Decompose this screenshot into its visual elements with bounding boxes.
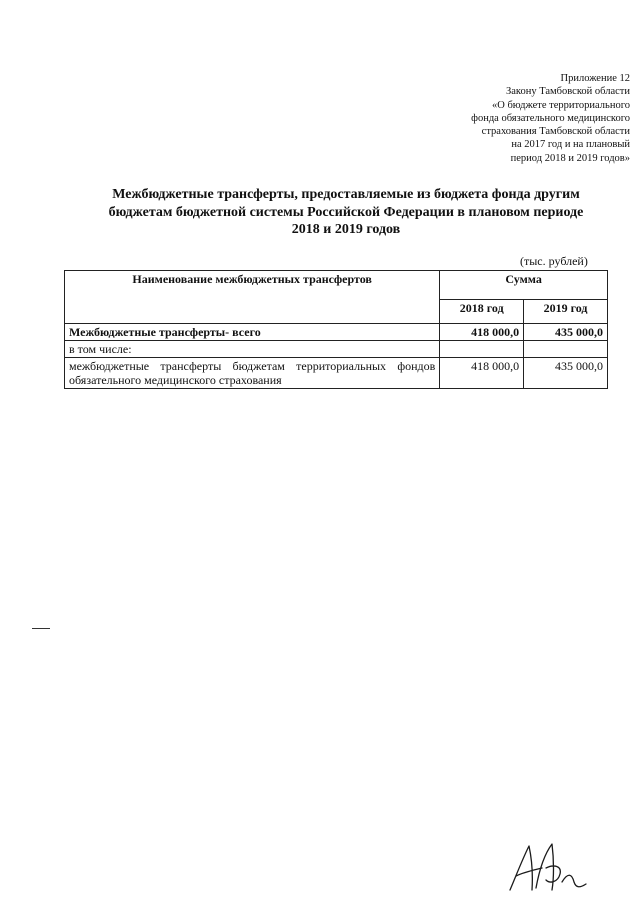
appendix-line: страхования Тамбовской области [481,126,630,138]
row-name: Межбюджетные трансферты- всего [65,324,440,341]
appendix-line: фонда обязательного медицинского [471,112,630,124]
header-year-2019: 2019 год [524,300,608,324]
appendix-reference [390,72,630,165]
appendix-line: Закону Тамбовской области [505,86,630,98]
units-label: (тыс. рублей) [520,254,588,268]
document-title [66,186,626,239]
appendix-line: «О бюджете территориального [492,99,630,111]
header-year-2018: 2018 год [440,300,524,324]
signature-icon [502,838,592,896]
row-name: в том числе: [65,341,440,358]
table-header-row [65,271,608,300]
appendix-line: период 2018 и 2019 годов» [510,152,630,164]
header-sum: Сумма [440,271,608,300]
title-line: 2018 и 2019 годов [291,222,401,237]
row-value-2019: 435 000,0 [524,358,608,389]
row-value-2018: 418 000,0 [440,358,524,389]
margin-dash [32,628,50,629]
row-value-2018 [440,341,524,358]
table-row-detail [65,358,608,389]
appendix-line: на 2017 год и на плановый [511,139,630,151]
title-line: Межбюджетные трансферты, предоставляемые из бюджета фонда другим [112,187,580,202]
row-value-2019: 435 000,0 [524,324,608,341]
table-row-including [65,341,608,358]
appendix-line: Приложение 12 [560,73,630,84]
row-value-2019 [524,341,608,358]
header-name: Наименование межбюджетных трансфертов [65,271,440,324]
row-value-2018: 418 000,0 [440,324,524,341]
transfers-table [64,270,608,389]
title-line: бюджетам бюджетной системы Российской Федерации в плановом периоде [108,204,584,220]
row-name: межбюджетные трансферты бюджетам территориальных фондов обязательного медицинского страхования [65,358,440,389]
table-row-total [65,324,608,341]
